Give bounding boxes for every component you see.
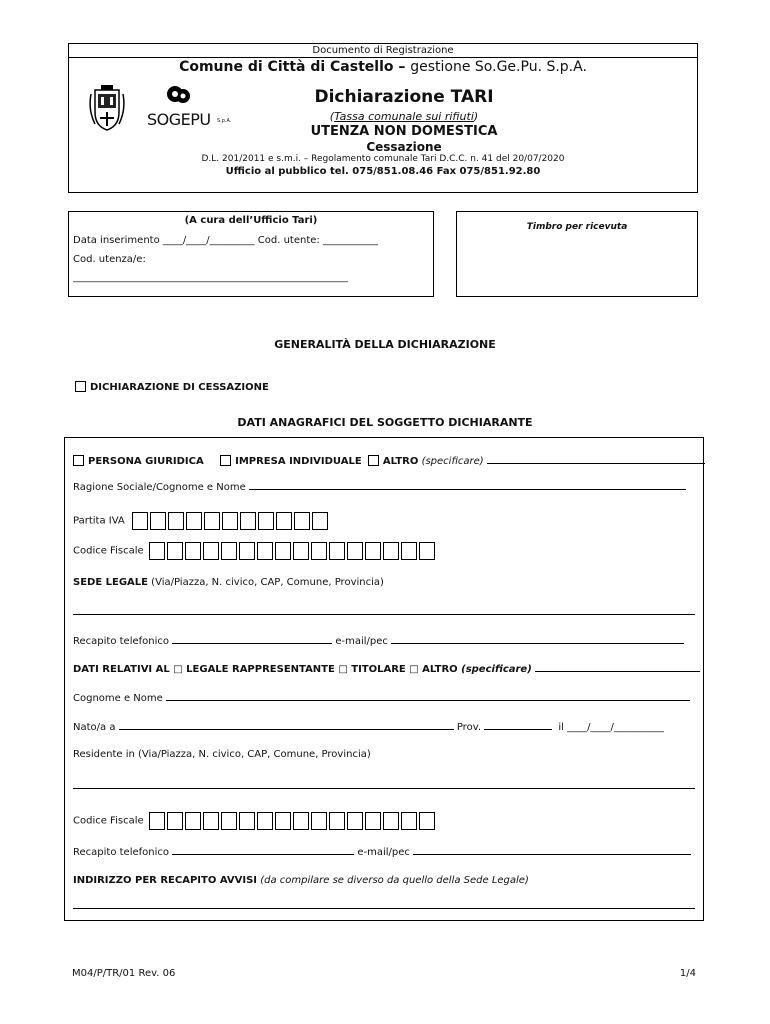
codice-fiscale-cell[interactable] <box>383 812 399 830</box>
codice-fiscale-cell[interactable] <box>383 542 399 560</box>
codice-fiscale-cell[interactable] <box>221 542 237 560</box>
codice-fiscale-cell[interactable] <box>311 812 327 830</box>
codice-fiscale-label-2: Codice Fiscale <box>73 815 144 827</box>
codice-fiscale-cell[interactable] <box>365 812 381 830</box>
partita-iva-cell[interactable] <box>168 512 184 530</box>
codice-fiscale-cell[interactable] <box>347 812 363 830</box>
codice-fiscale-cell[interactable] <box>185 542 201 560</box>
residente-row <box>73 749 371 760</box>
dati-anagrafici-title: DATI ANAGRAFICI DEL SOGGETTO DICHIARANTE <box>237 416 533 429</box>
partita-iva-row <box>73 512 330 530</box>
partita-iva-cell[interactable] <box>312 512 328 530</box>
tipo-soggetto-row <box>73 454 705 467</box>
header-box <box>68 43 698 193</box>
footer-form-code: M04/P/TR/01 Rev. 06 <box>72 968 176 979</box>
cognome-nome-row <box>73 691 690 704</box>
nato-field[interactable] <box>119 720 454 730</box>
sede-legale-field[interactable] <box>73 614 695 615</box>
partita-iva-cell[interactable] <box>204 512 220 530</box>
sogepu-logo-text: SOGEPU <box>147 110 211 129</box>
form-title: Dichiarazione TARI <box>314 87 494 107</box>
indirizzo-row <box>73 875 529 886</box>
partita-iva-cell[interactable] <box>222 512 238 530</box>
recapito-field[interactable] <box>172 634 332 644</box>
codice-fiscale-cell[interactable] <box>257 812 273 830</box>
codice-fiscale-cell[interactable] <box>149 542 165 560</box>
partita-iva-cell[interactable] <box>276 512 292 530</box>
email-field[interactable] <box>391 634 684 644</box>
indirizzo-field[interactable] <box>73 908 695 909</box>
data-nascita-field[interactable]: ____/____/__________ <box>567 722 664 733</box>
indirizzo-label: INDIRIZZO PER RECAPITO AVVISI <box>73 875 258 886</box>
cod-utenza-field[interactable]: _______________________________________________________ <box>73 272 348 283</box>
codice-fiscale-cell[interactable] <box>419 812 435 830</box>
codice-fiscale-cell[interactable] <box>185 812 201 830</box>
codice-fiscale-cell[interactable] <box>401 812 417 830</box>
nato-label: Nato/a a <box>73 722 116 733</box>
codice-fiscale-cell[interactable] <box>329 542 345 560</box>
tassa-subtitle: (Tassa comunale sui rifiuti) <box>329 110 479 123</box>
footer-page-number: 1/4 <box>679 968 696 979</box>
email-label-2: e-mail/pec <box>357 847 410 858</box>
sogepu-logo <box>147 84 237 134</box>
recapito-label-2: Recapito telefonico <box>73 847 169 858</box>
recapito-field-2[interactable] <box>172 845 354 855</box>
office-box-title: (A cura dell’Ufficio Tari) <box>184 215 318 226</box>
dati-relativi-specificare: (specificare) <box>461 664 532 675</box>
ragione-sociale-field[interactable] <box>249 480 686 490</box>
codice-fiscale-cell[interactable] <box>329 812 345 830</box>
residente-label: Residente in (Via/Piazza, N. civico, CAP, Comune, Provincia) <box>73 749 371 760</box>
codice-fiscale-cell[interactable] <box>239 542 255 560</box>
impresa-individuale-label: IMPRESA INDIVIDUALE <box>235 456 362 467</box>
cognome-nome-field[interactable] <box>166 691 690 701</box>
codice-fiscale-cell[interactable] <box>293 812 309 830</box>
generalita-title: GENERALITÀ DELLA DICHIARAZIONE <box>274 338 496 351</box>
recapito-label: Recapito telefonico <box>73 636 169 647</box>
ragione-sociale-label: Ragione Sociale/Cognome e Nome <box>73 482 246 493</box>
codice-fiscale-cells <box>149 542 437 560</box>
sogepu-spa-text: S.p.A. <box>217 118 232 124</box>
sede-legale-label: SEDE LEGALE <box>73 577 148 588</box>
codice-fiscale-cell[interactable] <box>419 542 435 560</box>
residente-field[interactable] <box>73 788 695 789</box>
ufficio-contacts: Ufficio al pubblico tel. 075/851.08.46 Fax 075/851.92.80 <box>225 166 541 177</box>
persona-giuridica-label: PERSONA GIURIDICA <box>88 456 204 467</box>
sede-legale-row <box>73 577 384 588</box>
codice-fiscale-cell[interactable] <box>149 812 165 830</box>
dati-anagrafici-box <box>64 437 704 921</box>
cessazione-checkbox[interactable] <box>75 381 86 392</box>
dati-relativi-label: DATI RELATIVI AL □ LEGALE RAPPRESENTANTE □ TITOLARE □ ALTRO <box>73 664 458 675</box>
stamp-label: Timbro per ricevuta <box>526 222 628 232</box>
il-label: il <box>558 722 564 733</box>
dati-relativi-row <box>73 662 700 675</box>
partita-iva-cell[interactable] <box>186 512 202 530</box>
stamp-box <box>456 211 698 297</box>
prov-label: Prov. <box>456 722 482 733</box>
altro-label: ALTRO <box>382 456 419 467</box>
data-inserimento-field[interactable]: Data inserimento ____/____/_________ Cod. utente: ___________ <box>73 235 378 246</box>
codice-fiscale-cell[interactable] <box>275 542 291 560</box>
cessazione-label: DICHIARAZIONE DI CESSAZIONE <box>90 382 269 393</box>
email-label: e-mail/pec <box>335 636 388 647</box>
altro-specificare-field[interactable] <box>487 454 705 464</box>
document-registration-label: Documento di Registrazione <box>69 44 697 58</box>
cessazione-option[interactable] <box>75 381 269 393</box>
codice-fiscale-cell[interactable] <box>347 542 363 560</box>
recapito-row-1 <box>73 634 684 647</box>
codice-fiscale-cell[interactable] <box>203 812 219 830</box>
partita-iva-cell[interactable] <box>294 512 310 530</box>
normativa-text: D.L. 201/2011 e s.m.i. – Regolamento comunale Tari D.C.C. n. 41 del 20/07/2020 <box>201 154 565 164</box>
cod-utenza-label: Cod. utenza/e: <box>73 254 146 265</box>
comune-title <box>69 59 697 75</box>
cessazione-subtitle: Cessazione <box>366 140 442 154</box>
email-field-2[interactable] <box>413 845 691 855</box>
persona-giuridica-checkbox[interactable] <box>73 455 84 466</box>
nato-row <box>73 720 664 733</box>
prov-field[interactable] <box>484 720 552 730</box>
dati-relativi-altro-field[interactable] <box>535 662 700 672</box>
codice-fiscale-cells-2 <box>149 812 437 830</box>
comune-main: Comune di Città di Castello – <box>179 59 411 75</box>
utenza-subtitle: UTENZA NON DOMESTICA <box>310 124 498 139</box>
recapito-row-2 <box>73 845 691 858</box>
codice-fiscale-cell[interactable] <box>167 542 183 560</box>
partita-iva-cells <box>132 512 330 530</box>
partita-iva-label: Partita IVA <box>73 515 125 527</box>
cognome-nome-label: Cognome e Nome <box>73 693 163 704</box>
codice-fiscale-cell[interactable] <box>239 812 255 830</box>
office-use-box <box>68 211 434 297</box>
codice-fiscale-cell[interactable] <box>167 812 183 830</box>
codice-fiscale-label: Codice Fiscale <box>73 545 144 557</box>
comune-crest-icon <box>87 84 127 134</box>
sede-legale-detail: (Via/Piazza, N. civico, CAP, Comune, Provincia) <box>148 577 384 588</box>
comune-sub: gestione So.Ge.Pu. S.p.A. <box>410 59 587 75</box>
codice-fiscale-cell[interactable] <box>203 542 219 560</box>
codice-fiscale-cell[interactable] <box>257 542 273 560</box>
codice-fiscale-cell[interactable] <box>221 812 237 830</box>
codice-fiscale-cell[interactable] <box>311 542 327 560</box>
partita-iva-cell[interactable] <box>258 512 274 530</box>
codice-fiscale-row-2 <box>73 812 437 830</box>
codice-fiscale-cell[interactable] <box>365 542 381 560</box>
impresa-individuale-checkbox[interactable] <box>220 455 231 466</box>
codice-fiscale-cell[interactable] <box>275 812 291 830</box>
altro-checkbox[interactable] <box>368 455 379 466</box>
codice-fiscale-cell[interactable] <box>293 542 309 560</box>
codice-fiscale-cell[interactable] <box>401 542 417 560</box>
partita-iva-cell[interactable] <box>240 512 256 530</box>
indirizzo-note: (da compilare se diverso da quello della Sede Legale) <box>260 875 529 886</box>
ragione-sociale-row <box>73 480 686 493</box>
specificare-label: (specificare) <box>421 456 484 467</box>
partita-iva-cell[interactable] <box>150 512 166 530</box>
codice-fiscale-row <box>73 542 437 560</box>
sogepu-mark-icon <box>165 84 193 108</box>
partita-iva-cell[interactable] <box>132 512 148 530</box>
